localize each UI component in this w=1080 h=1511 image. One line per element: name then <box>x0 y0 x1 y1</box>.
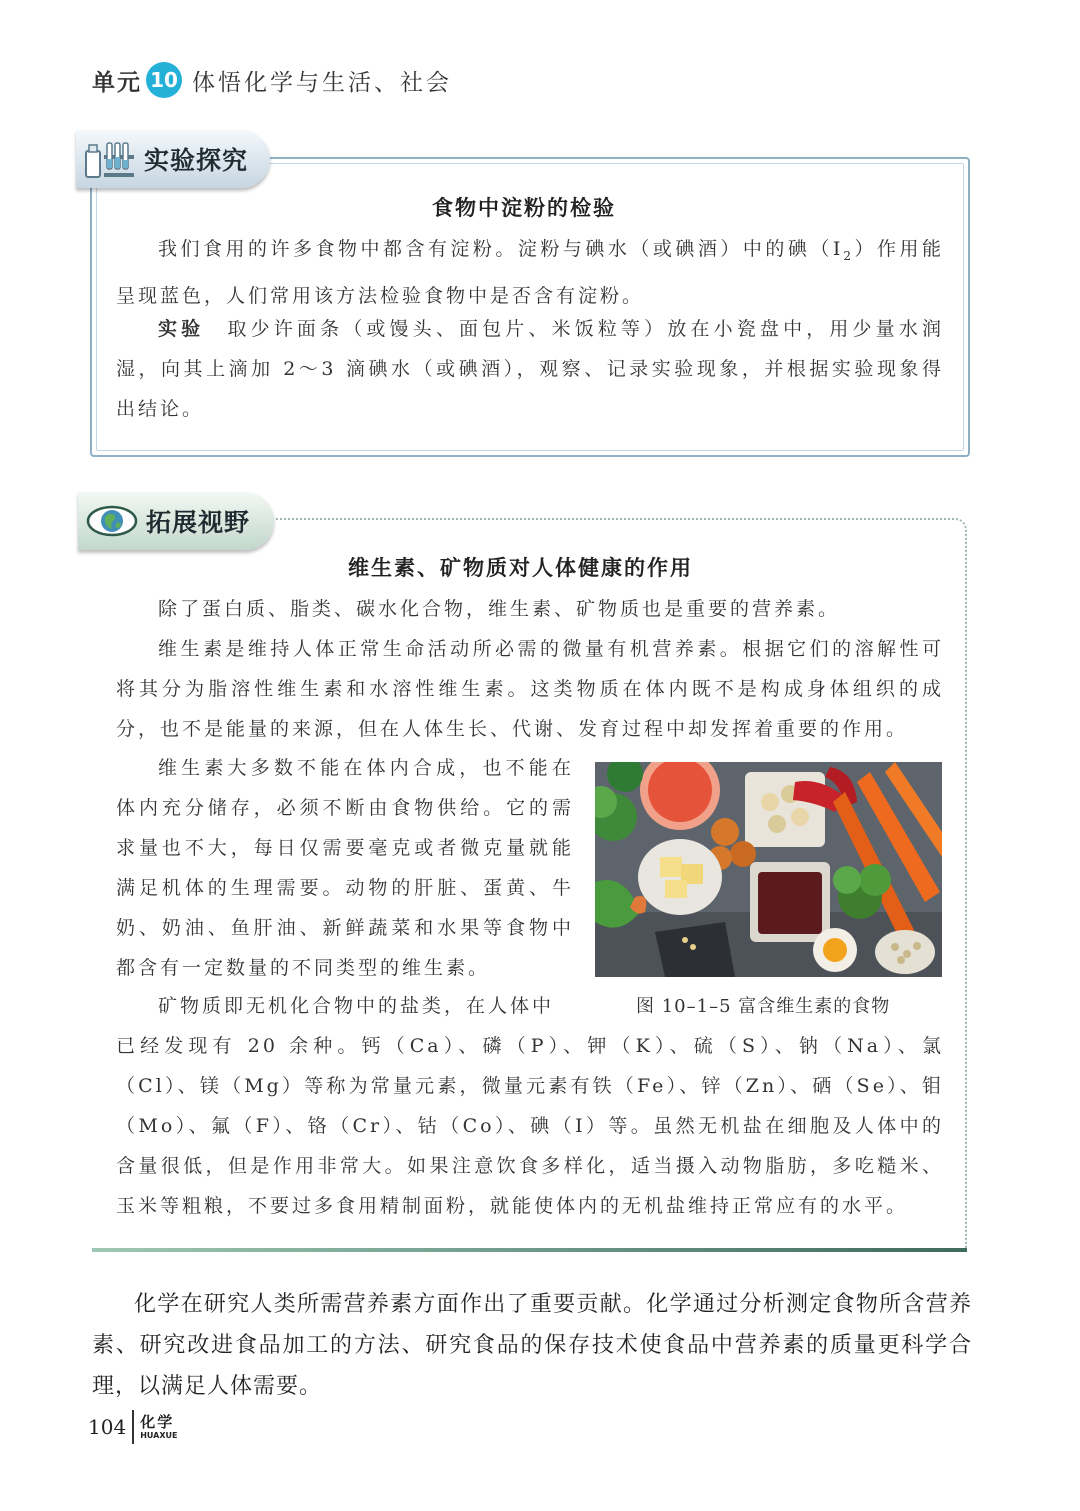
extension-paragraph-2: 维生素是维持人体正常生命活动所必需的微量有机营养素。根据它们的溶解性可将其分为脂溶性维生素和水溶性维生素。这类物质在体内既不是构成身体组织的成分，也不是能量的来源，但在人体生长、代谢、发育过程中却发挥着重要的作用。 <box>116 638 944 740</box>
test-tube-rack-icon <box>84 137 136 181</box>
extension-paragraph-4-start: 矿物质即无机化合物中的盐类，在人体中 <box>158 995 555 1017</box>
vitamin-food-photo <box>595 762 942 977</box>
experiment-tab <box>76 130 270 188</box>
page-footer <box>88 1410 177 1444</box>
experiment-procedure-text: 取少许面条（或馒头、面包片、米饭粒等）放在小瓷盘中，用少量水润湿，向其上滴加 2～3 滴碘水（或碘酒），观察、记录实验现象，并根据实验现象得出结论。 <box>116 318 944 420</box>
experiment-paragraph-1 <box>116 229 944 316</box>
experiment-p1-text-a: 我们食用的许多食物中都含有淀粉。淀粉与碘水（或碘酒）中的碘（I <box>158 238 844 260</box>
extension-title: 维生素、矿物质对人体健康的作用 <box>348 556 693 580</box>
experiment-title: 食物中淀粉的检验 <box>432 196 616 220</box>
unit-title: 体悟化学与生活、社会 <box>192 69 452 96</box>
unit-number-badge: 10 <box>146 62 182 98</box>
book-title-cn: 化学 <box>140 1412 175 1431</box>
book-title-en: HUAXUE <box>140 1430 178 1440</box>
extension-paragraph-3: 维生素大多数不能在体内合成，也不能在体内充分储存，必须不断由食物供给。它的需求量也不大，每日仅需要毫克或者微克量就能满足机体的生理需要。动物的肝脏、蛋黄、牛奶、奶油、鱼肝油、新鲜蔬菜和水果等食物中都含有一定数量的不同类型的维生素。 <box>116 757 574 979</box>
extension-tab <box>78 492 274 550</box>
extension-box-bottom-rule <box>92 1248 967 1252</box>
closing-paragraph: 化学在研究人类所需营养素方面作出了重要贡献。化学通过分析测定食物所含营养素、研究改进食品加工的方法、研究食品的保存技术使食品中营养素的质量更科学合理，以满足人体需要。 <box>92 1292 972 1399</box>
unit-label: 单元 <box>92 69 142 96</box>
experiment-label: 实验 <box>158 318 205 340</box>
experiment-p1-text-b: ）作用能呈现蓝色，人们常用该方法检验食物中是否含有淀粉。 <box>116 238 944 307</box>
eye-globe-icon <box>86 499 138 543</box>
page-number: 104 <box>88 1415 127 1439</box>
extension-paragraph-4-rest: 已经发现有 20 余种。钙（Ca）、磷（P）、钾（K）、硫（S）、钠（Na）、氯（Cl）、镁（Mg）等称为常量元素，微量元素有铁（Fe）、锌（Zn）、硒（Se）、钼（Mo）、氟（F）、铬（Cr）、钴（Co）、碘（I）等。虽然无机盐在细胞及人体中的含量很低，但是作用非常大。如果注意饮食多样化，适当摄入动物脂肪，多吃糙米、玉米等粗粮，不要过多食用精制面粉，就能使体内的无机盐维持正常应有的水平。 <box>116 1035 944 1217</box>
experiment-tab-label: 实验探究 <box>144 146 249 175</box>
book-title <box>140 1412 178 1440</box>
extension-tab-label: 拓展视野 <box>146 508 251 537</box>
experiment-paragraph-2 <box>116 309 944 429</box>
footer-separator <box>132 1410 134 1444</box>
figure-caption: 图 10–1–5 富含维生素的食物 <box>636 996 891 1017</box>
extension-paragraph-1: 除了蛋白质、脂类、碳水化合物，维生素、矿物质也是重要的营养素。 <box>158 598 841 620</box>
iodine-subscript: 2 <box>843 248 854 263</box>
unit-header <box>92 60 452 100</box>
